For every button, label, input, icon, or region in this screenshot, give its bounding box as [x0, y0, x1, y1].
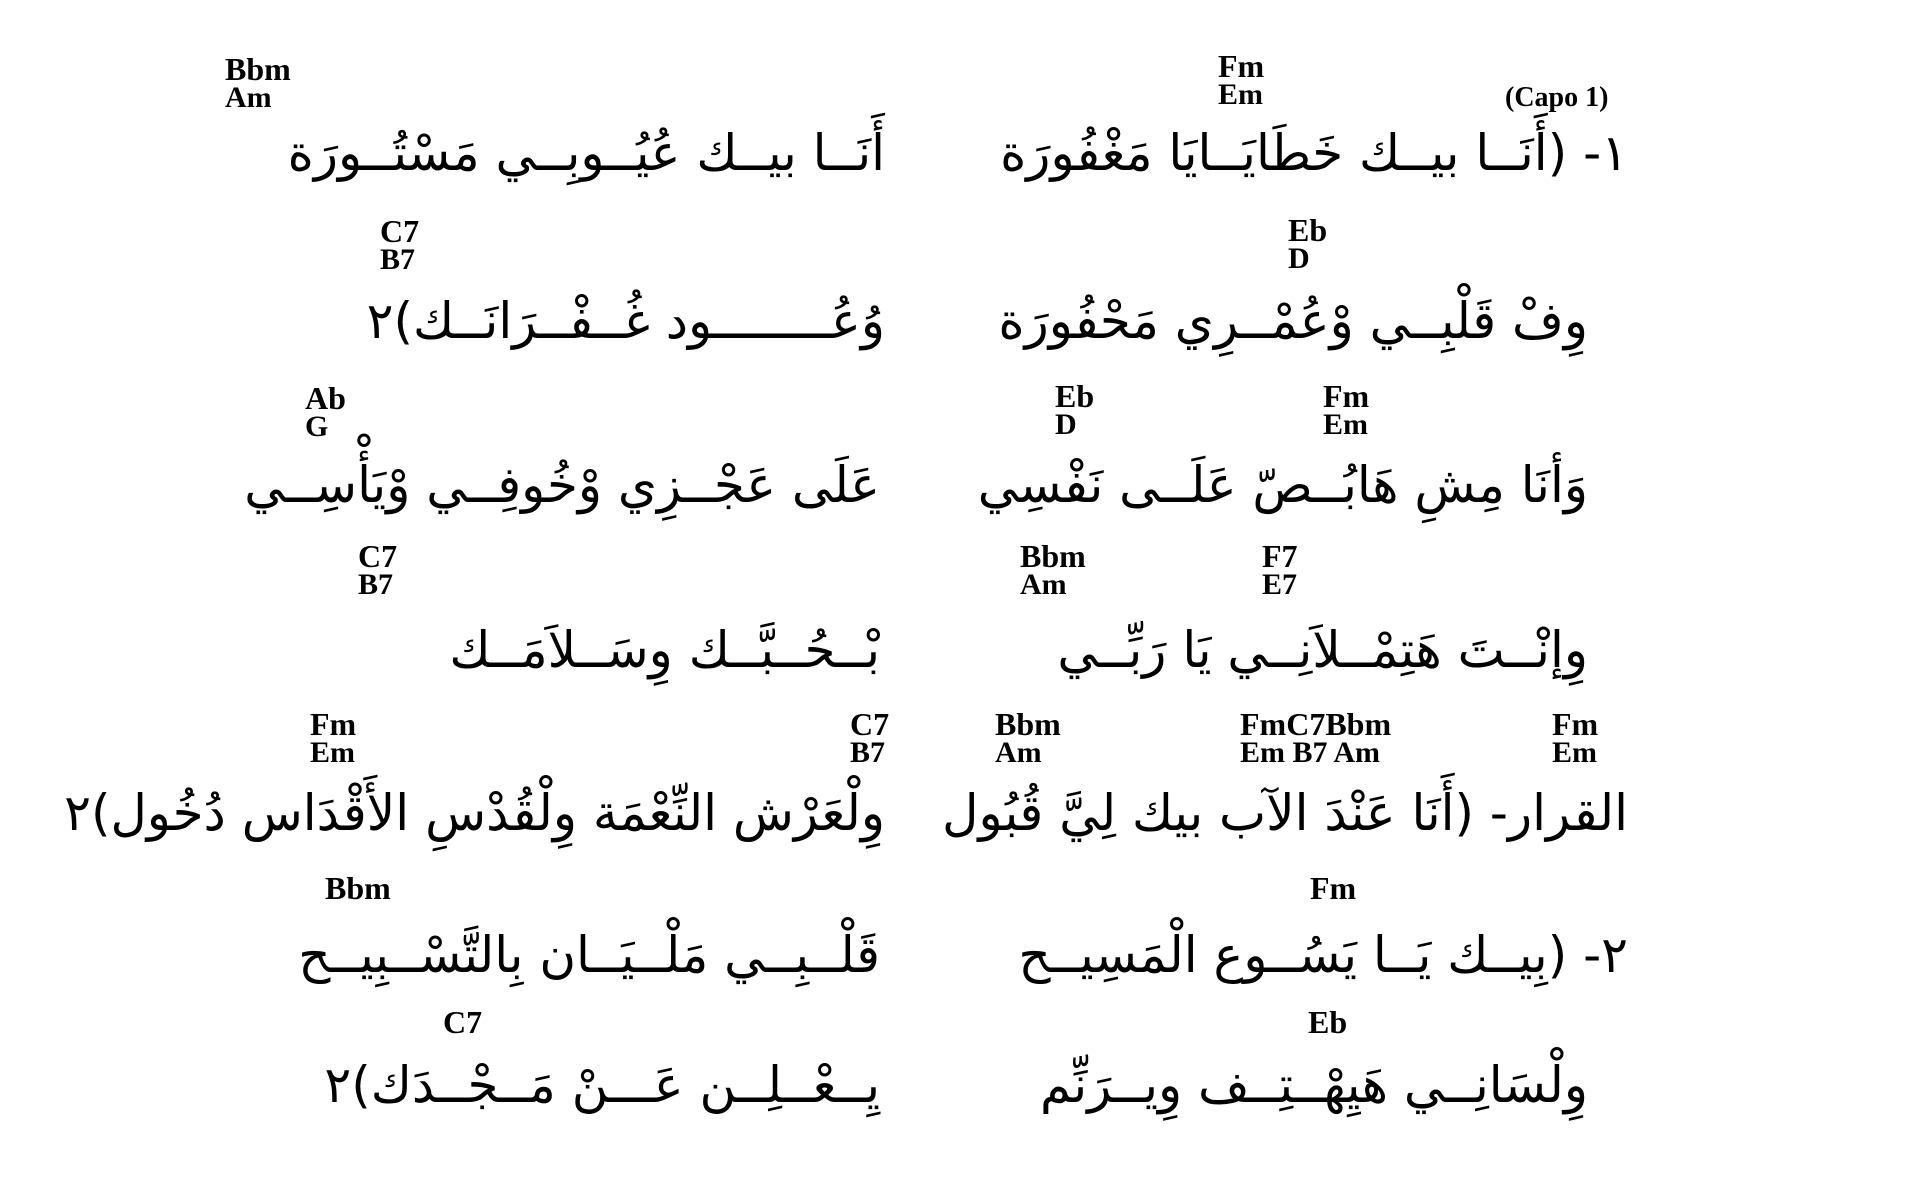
chord-label	[325, 872, 391, 904]
chord-label	[225, 53, 291, 113]
lyric-line-right: وِلْسَانِــي هَيِهْــتِــف وِيــرَنِّم	[1040, 1056, 1588, 1114]
chord-alt-name: Em	[1552, 736, 1597, 769]
chord-label	[1020, 540, 1086, 600]
chord-label	[1055, 380, 1094, 440]
chord-label	[1218, 50, 1264, 110]
chord-label	[1323, 380, 1369, 440]
chord-name: Bbm	[995, 706, 1061, 742]
chord-alt-name: D	[1288, 242, 1310, 275]
lyric-line-right: وِفْ قَلْبِــي وْعُمْــرِي مَحْفُورَة	[998, 292, 1588, 350]
chord-label	[1552, 708, 1598, 768]
chord-alt-name: B7	[358, 568, 394, 601]
chord-label	[310, 708, 356, 768]
lyric-line-left: وِلْعَرْش النِّعْمَة وِلْقُدْسِ الأَقْدَاس دُخُول)٢	[64, 784, 885, 842]
chord-name: FmC7Bbm	[1240, 706, 1392, 742]
chord-name: Fm	[310, 706, 357, 742]
lyric-line-left: يِــعْــلِــن عَـــنْ مَــجْــدَك)٢	[324, 1056, 880, 1114]
chord-alt-name: Am	[225, 81, 272, 114]
chord-alt-name: B7	[850, 736, 886, 769]
chord-label	[995, 708, 1061, 768]
chord-name: Eb	[1308, 1004, 1348, 1040]
chord-alt-name: G	[305, 410, 329, 443]
chord-name: C7	[850, 706, 890, 742]
chord-label	[1310, 872, 1356, 904]
chord-label	[1308, 1006, 1347, 1038]
lyric-line-left: بْــحُــبَّــك وِسَــلاَمَــك	[449, 621, 880, 679]
lyric-line-right: وِإنْــتَ هَتِمْــلاَنِــي يَا رَبِّــي	[1057, 621, 1588, 679]
chord-alt-name: Em	[1218, 78, 1263, 111]
chord-name: Eb	[1288, 212, 1328, 248]
chord-label	[1240, 708, 1391, 768]
lyric-line-right: ٢- (بِيــك يَــا يَسُــوع الْمَسِيــح	[1018, 926, 1628, 984]
lyric-line-right: القرار- (أَنَا عَنْدَ الآب بيك لِيَّ قُبُول	[942, 784, 1628, 842]
chord-label	[1288, 214, 1327, 274]
chord-label	[380, 215, 419, 275]
chord-alt-name: Em B7 Am	[1240, 736, 1381, 769]
lyric-line-left: أَنَــا بيــك عُيُــوبِــي مَسْتُــورَة	[287, 124, 885, 182]
chord-name: Fm	[1310, 870, 1357, 906]
chord-label	[358, 540, 397, 600]
lyric-line-left: عَلَى عَجْــزِي وْخُوفِــي وْيَأْسِــي	[244, 456, 880, 514]
chord-label	[1262, 540, 1298, 600]
lyric-line-right: ١- (أَنَــا بيــك خَطَايَــايَا مَغْفُورَة	[1000, 124, 1628, 182]
chord-alt-name: D	[1055, 408, 1077, 441]
chord-alt-name: Em	[1323, 408, 1368, 441]
chord-alt-name: Em	[310, 736, 355, 769]
chord-alt-name: Am	[995, 736, 1042, 769]
chord-alt-name: E7	[1262, 568, 1298, 601]
capo-note: (Capo 1)	[1505, 82, 1609, 113]
chord-name: C7	[443, 1004, 483, 1040]
chord-name: C7	[358, 538, 398, 574]
chord-label	[305, 382, 346, 442]
lyric-line-left: قَلْــبِــي مَلْــيَــان بِالتَّسْــبِيــح	[298, 926, 880, 984]
chord-name: Bbm	[225, 51, 291, 87]
lyric-line-right: وَأنَا مِشِ هَابُــصّ عَلَــى نَفْسِي	[977, 456, 1588, 514]
chord-name: C7	[380, 213, 420, 249]
chord-name: Fm	[1552, 706, 1599, 742]
chord-name: Bbm	[1020, 538, 1086, 574]
chord-label	[850, 708, 889, 768]
chord-alt-name: B7	[380, 243, 416, 276]
chord-name: Bbm	[325, 870, 391, 906]
chord-name: Eb	[1055, 378, 1095, 414]
chord-name: Fm	[1218, 48, 1265, 84]
chord-label	[443, 1006, 482, 1038]
chord-name: F7	[1262, 538, 1298, 574]
chord-name: Fm	[1323, 378, 1370, 414]
lyric-line-left: وُعُــــــــود غُــفْــرَانَــك)٢	[366, 292, 885, 350]
chord-alt-name: Am	[1020, 568, 1067, 601]
chord-name: Ab	[305, 380, 346, 416]
